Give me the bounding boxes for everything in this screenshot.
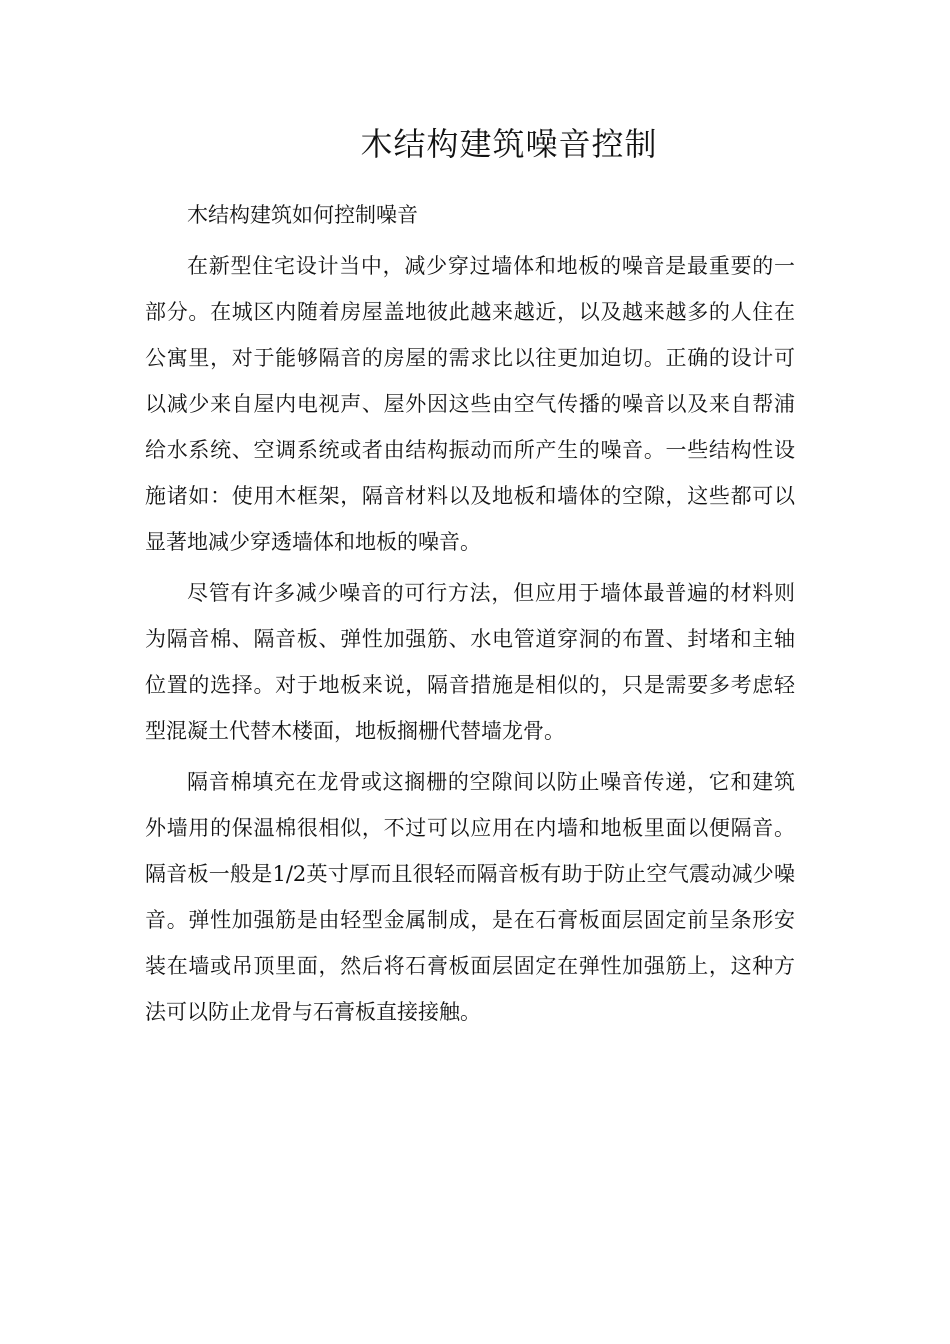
document-title: 木结构建筑噪音控制	[360, 125, 658, 163]
paragraph-3: 隔音棉填充在龙骨或这搁栅的空隙间以防止噪音传递，它和建筑外墙用的保温棉很相似，不过可以应用在内墙和地板里面以便隔音。隔音板一般是1/2英寸厚而且很轻而隔音板有助于防止空气震动减少噪音。弹性加强筋是由轻型金属制成，是在石膏板面层固定前呈条形安装在墙或吊顶里面，然后将石膏板面层固定在弹性加强筋上，这种方法可以防止龙骨与石膏板直接接触。	[145, 770, 795, 1024]
document-body	[145, 192, 795, 1040]
document-subtitle: 木结构建筑如何控制噪音	[187, 203, 418, 227]
paragraph-1: 在新型住宅设计当中，减少穿过墙体和地板的噪音是最重要的一部分。在城区内随着房屋盖地彼此越来越近，以及越来越多的人住在公寓里，对于能够隔音的房屋的需求比以往更加迫切。正确的设计可以减少来自屋内电视声、屋外因这些由空气传播的噪音以及来自帮浦给水系统、空调系统或者由结构振动而所产生的噪音。一些结构性设施诸如：使用木框架，隔音材料以及地板和墙体的空隙，这些都可以显著地减少穿透墙体和地板的噪音。	[145, 254, 795, 554]
paragraph-2: 尽管有许多减少噪音的可行方法，但应用于墙体最普遍的材料则为隔音棉、隔音板、弹性加强筋、水电管道穿洞的布置、封堵和主轴位置的选择。对于地板来说，隔音措施是相似的，只是需要多考虑轻型混凝土代替木楼面，地板搁栅代替墙龙骨。	[145, 581, 795, 743]
